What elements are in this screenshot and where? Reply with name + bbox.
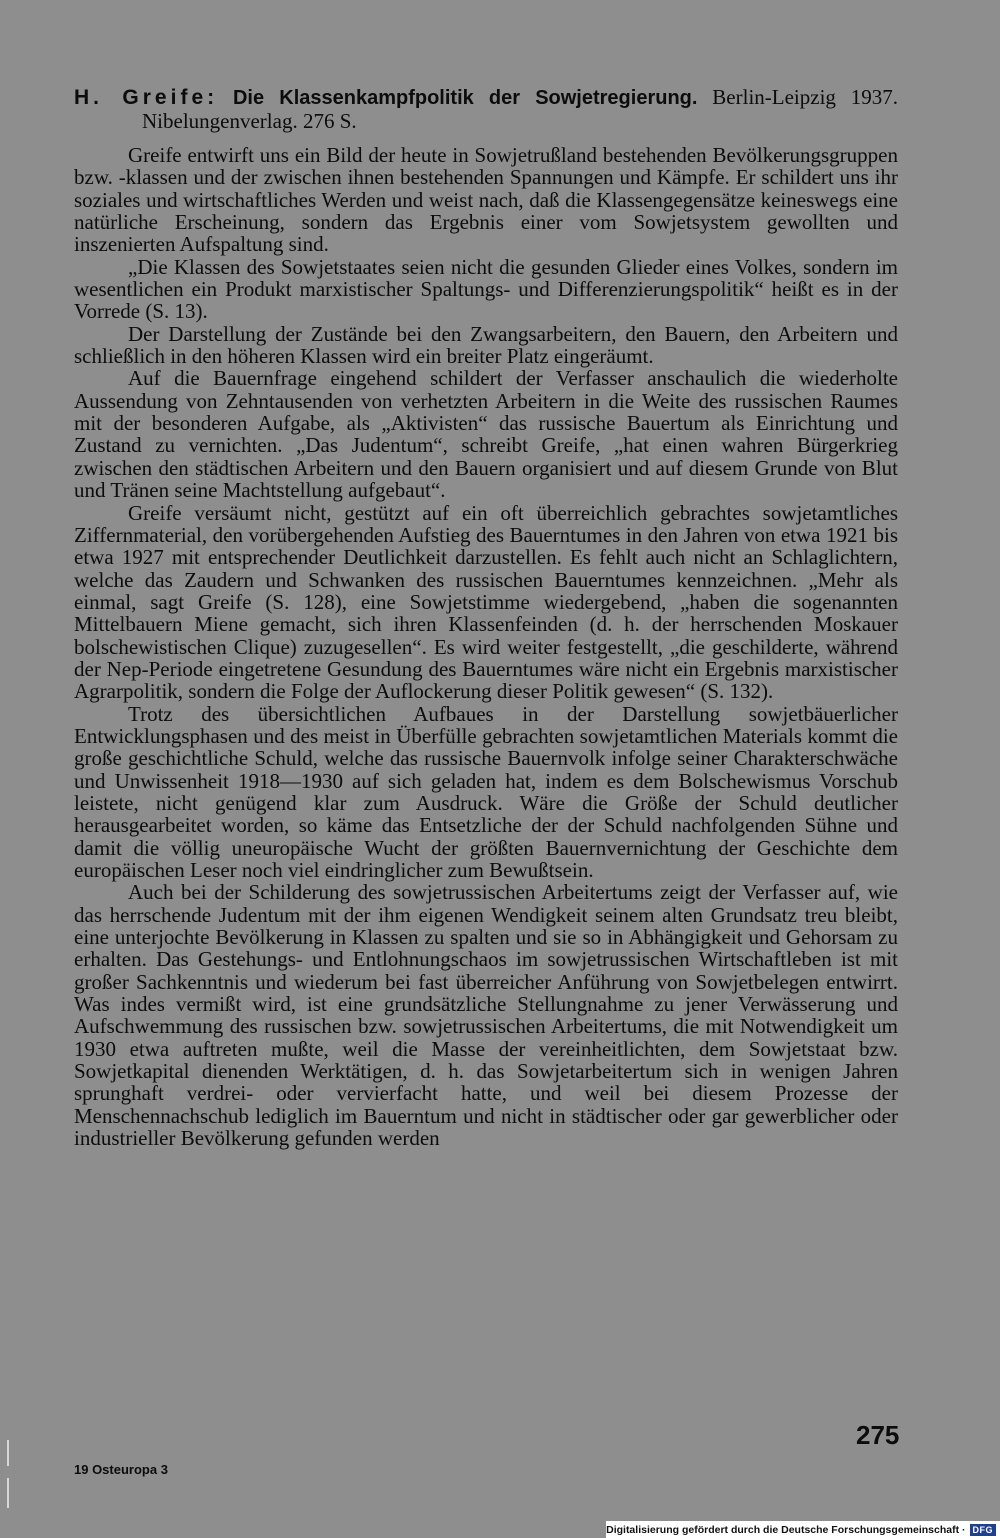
scan-edge-mark (7, 1440, 9, 1466)
heading-details: Berlin-Leipzig 1937. Nibelungenverlag. 276 S. (142, 85, 899, 133)
paragraph: Greife versäumt nicht, gestützt auf ein oft überreichlich gebrachtes sowjetamtliches Ziffernmaterial, den vorübergehenden Aufstieg des Bauerntumes in den Jahren von etwa 1921 bis etwa 1927 mit entsprechender Deutlichkeit darzustellen. Es fehlt auch nicht an Schlaglichtern, welche das Zaudern und Schwanken des russischen Bauerntumes kennzeichnen. „Mehr als einmal, sagt Greife (S. 128), eine Sowjetstimme wiedergebend, „haben die sogenannten Mittelbauern Miene gemacht, sich ihren Klassenfeinden (d. h. der herrschenden Moskauer bolschewistischen Clique) zuzugesellen“. Es wird weiter festgestellt, „die geschilderte, während der Nep-Periode eingetretene Gesundung des Bauerntumes wäre nicht ein Ergebnis marxistischer Agrarpolitik, sondern die Folge der Auflockerung dieser Politik gewesen“ (S. 132). (74, 500, 898, 704)
paragraph: Trotz des übersichtlichen Aufbaues in der Darstellung sowjetbäuerlicher Entwicklungsphasen und des meist in Überfülle gebrachten sowjetamtlichen Materials kommt die große geschichtliche Schuld, welche das russische Bauernvolk infolge seiner Charakterschwäche und Unwissenheit 1918—1930 auf sich geladen hat, indem es dem Bolschewismus Vorschub leistete, nicht genügend klar zum Ausdruck. Wäre die Größe der Schuld deutlicher herausgearbeitet worden, so käme das Entsetzliche der der Schuld nachfolgenden Sühne und damit die völlig uneuropäische Wucht der größten Bauernvernichtung der Geschichte dem europäischen Leser noch viel eindringlicher zum Bewußtsein. (74, 701, 898, 882)
paragraph: Auch bei der Schilderung des sowjetrussischen Arbeitertums zeigt der Verfasser auf, wie das herrschende Judentum mit der ihm eigenen Wendigkeit seinem alten Grundsatz treu bleibt, eine unterjochte Bevölkerung in Klassen zu spalten und sie so in Abhängigkeit und Gehorsam zu erhalten. Das Gestehungs- und Entlohnungschaos im sowjetrussischen Wirtschaftleben ist mit großer Sachkenntnis und wiederum bei fast überreicher Anführung von Sowjetbelegen entwirrt. Was indes vermißt wird, ist eine grundsätzliche Stellungnahme zu jener Verwässerung und Aufschwemmung des russischen bzw. sowjetrussischen Arbeitertums, die mit Notwendigkeit um 1930 etwa auftreten mußte, weil die Masse der vereinheitlichten, dem Sowjetstaat bzw. Sowjetkapital dienenden Werktätigen, d. h. das Sowjetarbeitertum sich in wenigen Jahren sprunghaft verdrei- oder vervierfacht hatte, und weil bei diesem Prozesse der Menschennachschub lediglich im Bauerntum und nicht in städtischer oder gar gewerblicher oder industrieller Bevölkerung gefunden werden (74, 880, 898, 1151)
review-body (74, 144, 898, 1149)
paragraph: Greife entwirft uns ein Bild der heute in Sowjetrußland bestehenden Bevölkerungsgruppen bzw. -klassen und der zwischen ihnen bestehenden Spannungen und Kämpfe. Er schildert uns ihr soziales und wirtschaftliches Werden und weist nach, daß die Klassengegensätze keineswegs eine natürliche Erscheinung, sondern das Ergebnis einer vom Sowjetsystem gewollten und inszenierten Aufspaltung sind. (74, 143, 898, 257)
heading-title: Die Klassenkampfpolitik der Sowjetregierung. (232, 87, 698, 109)
signature-mark: 19 Osteuropa 3 (74, 1462, 168, 1477)
dfg-logo-icon: DFG (970, 1524, 997, 1536)
article-text (74, 86, 898, 1149)
page-number: 275 (856, 1420, 900, 1450)
heading-author: H. Greife: (74, 86, 219, 109)
paragraph: Auf die Bauernfrage eingehend schildert der Verfasser anschaulich die wiederholte Aussendung von Zehntausenden von verhetzten Arbeitern in die Weite des russischen Raumes mit der besonderen Aufgabe, als „Aktivisten“ das russische Bauertum als Einrichtung und Zustand zu vernichten. „Das Judentum“, schreibt Greife, „hat einen wahren Bürgerkrieg zwischen den städtischen Arbeitern und den Bauern organisiert und auf diesem Grunde von Blut und Tränen seine Machtstellung aufgebaut“. (74, 366, 898, 503)
digitization-footer (606, 1521, 1000, 1538)
footer-credit: Digitalisierung gefördert durch die Deutsche Forschungsgemeinschaft · (606, 1523, 966, 1536)
scan-edge-mark (7, 1478, 9, 1508)
review-heading (74, 86, 898, 133)
paragraph: „Die Klassen des Sowjetstaates seien nicht die gesunden Glieder eines Volkes, sondern im wesentlichen ein Produkt marxistischer Spaltungs- und Differenzierungspolitik“ heißt es in der Vorrede (S. 13). (74, 254, 898, 324)
paragraph: Der Darstellung der Zustände bei den Zwangsarbeitern, den Bauern, den Arbeitern und schließlich in den höheren Klassen wird ein breiter Platz eingeräumt. (74, 321, 898, 369)
